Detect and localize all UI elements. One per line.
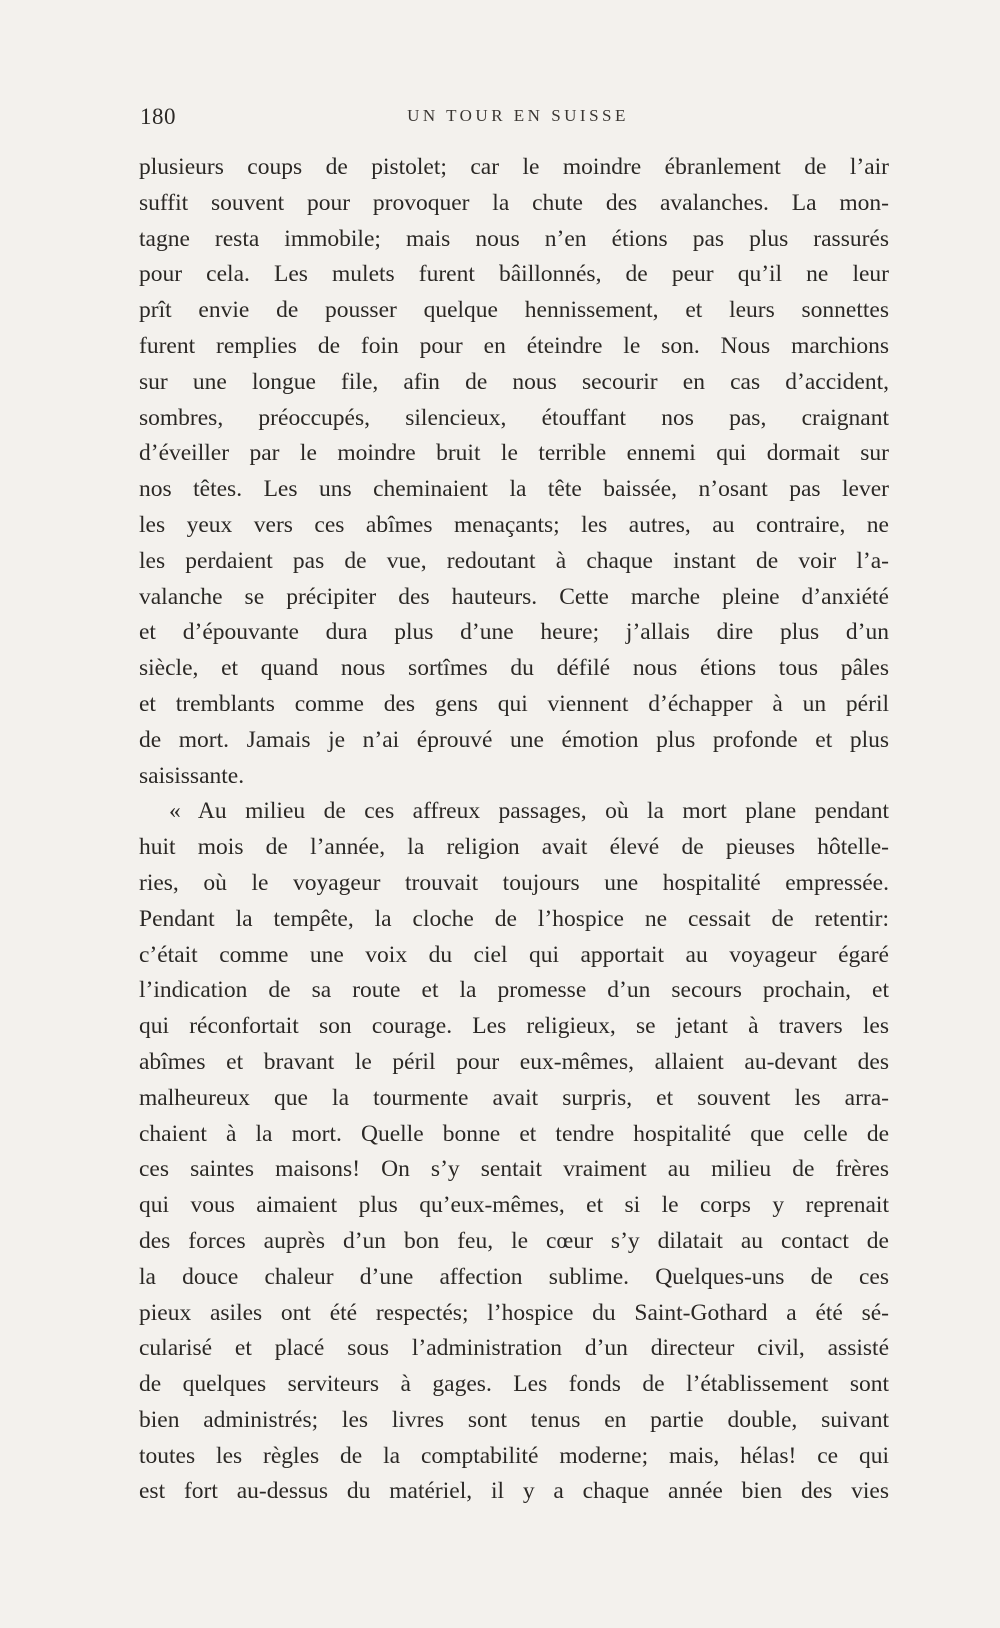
text-line: ries, où le voyageur trouvait toujours une hospitalité empressée. bbox=[139, 869, 889, 896]
text-line: et tremblants comme des gens qui viennent d’échapper à un péril bbox=[139, 690, 889, 717]
text-line: pieux asiles ont été respectés; l’hospice du Saint-Gothard a été sé- bbox=[139, 1299, 889, 1326]
text-line: pour cela. Les mulets furent bâillonnés, de peur qu’il ne leur bbox=[139, 261, 889, 288]
text-line: de quelques serviteurs à gages. Les fonds de l’établissement sont bbox=[139, 1371, 889, 1398]
text-line: d’éveiller par le moindre bruit le terrible ennemi qui dormait sur bbox=[139, 440, 889, 467]
text-line: siècle, et quand nous sortîmes du défilé nous étions tous pâles bbox=[139, 655, 889, 682]
page-header bbox=[140, 104, 890, 134]
text-line: suffit souvent pour provoquer la chute des avalanches. La mon- bbox=[139, 189, 889, 216]
text-line: valanche se précipiter des hauteurs. Cette marche pleine d’anxiété bbox=[139, 583, 889, 610]
text-line: tagne resta immobile; mais nous n’en étions pas plus rassurés bbox=[139, 225, 889, 252]
text-line: bien administrés; les livres sont tenus en partie double, suivant bbox=[139, 1406, 889, 1433]
text-line: furent remplies de foin pour en éteindre le son. Nous marchions bbox=[139, 332, 889, 359]
text-line: la douce chaleur d’une affection sublime. Quelques-uns de ces bbox=[139, 1263, 889, 1290]
text-line: plusieurs coups de pistolet; car le moindre ébranlement de l’air bbox=[139, 154, 889, 180]
text-line: c’était comme une voix du ciel qui apportait au voyageur égaré bbox=[139, 941, 889, 968]
paragraph-start-line: « Au milieu de ces affreux passages, où la mort plane pendant bbox=[169, 798, 889, 825]
page-number: 180 bbox=[140, 104, 176, 129]
paragraph-end-line: saisissante. bbox=[139, 762, 245, 789]
text-line: huit mois de l’année, la religion avait élevé de pieuses hôtelle- bbox=[139, 834, 889, 861]
text-line: toutes les règles de la comptabilité moderne; mais, hélas! ce qui bbox=[139, 1442, 889, 1469]
text-line: de mort. Jamais je n’ai éprouvé une émotion plus profonde et plus bbox=[139, 726, 889, 753]
text-line: les perdaient pas de vue, redoutant à chaque instant de voir l’a- bbox=[139, 547, 889, 574]
text-line: qui vous aimaient plus qu’eux-mêmes, et si le corps y reprenait bbox=[139, 1192, 889, 1219]
text-line: malheureux que la tourmente avait surpris, et souvent les arra- bbox=[139, 1084, 889, 1111]
text-line: et d’épouvante dura plus d’une heure; j’allais dire plus d’un bbox=[139, 619, 889, 646]
text-line: nos têtes. Les uns cheminaient la tête baissée, n’osant pas lever bbox=[139, 476, 889, 503]
text-line: prît envie de pousser quelque hennissement, et leurs sonnettes bbox=[139, 297, 889, 324]
body-text bbox=[139, 150, 889, 1510]
text-line: Pendant la tempête, la cloche de l’hospice ne cessait de retentir: bbox=[139, 905, 889, 932]
text-line: sur une longue file, afin de nous secourir en cas d’accident, bbox=[139, 368, 889, 395]
text-line: est fort au-dessus du matériel, il y a chaque année bien des vies bbox=[139, 1478, 889, 1505]
text-line: ces saintes maisons! On s’y sentait vraiment au milieu de frères bbox=[139, 1156, 889, 1183]
text-line: abîmes et bravant le péril pour eux-mêmes, allaient au-devant des bbox=[139, 1048, 889, 1075]
text-line: des forces auprès d’un bon feu, le cœur s’y dilatait au contact de bbox=[139, 1227, 889, 1254]
text-line: chaient à la mort. Quelle bonne et tendre hospitalité que celle de bbox=[139, 1120, 889, 1147]
text-line: cularisé et placé sous l’administration d’un directeur civil, assisté bbox=[139, 1335, 889, 1362]
text-line: sombres, préoccupés, silencieux, étouffant nos pas, craignant bbox=[139, 404, 889, 431]
text-line: qui réconfortait son courage. Les religieux, se jetant à travers les bbox=[139, 1013, 889, 1040]
text-line: les yeux vers ces abîmes menaçants; les autres, au contraire, ne bbox=[139, 511, 889, 538]
text-line: l’indication de sa route et la promesse d’un secours prochain, et bbox=[139, 977, 889, 1004]
running-title: UN TOUR EN SUISSE bbox=[407, 106, 629, 125]
